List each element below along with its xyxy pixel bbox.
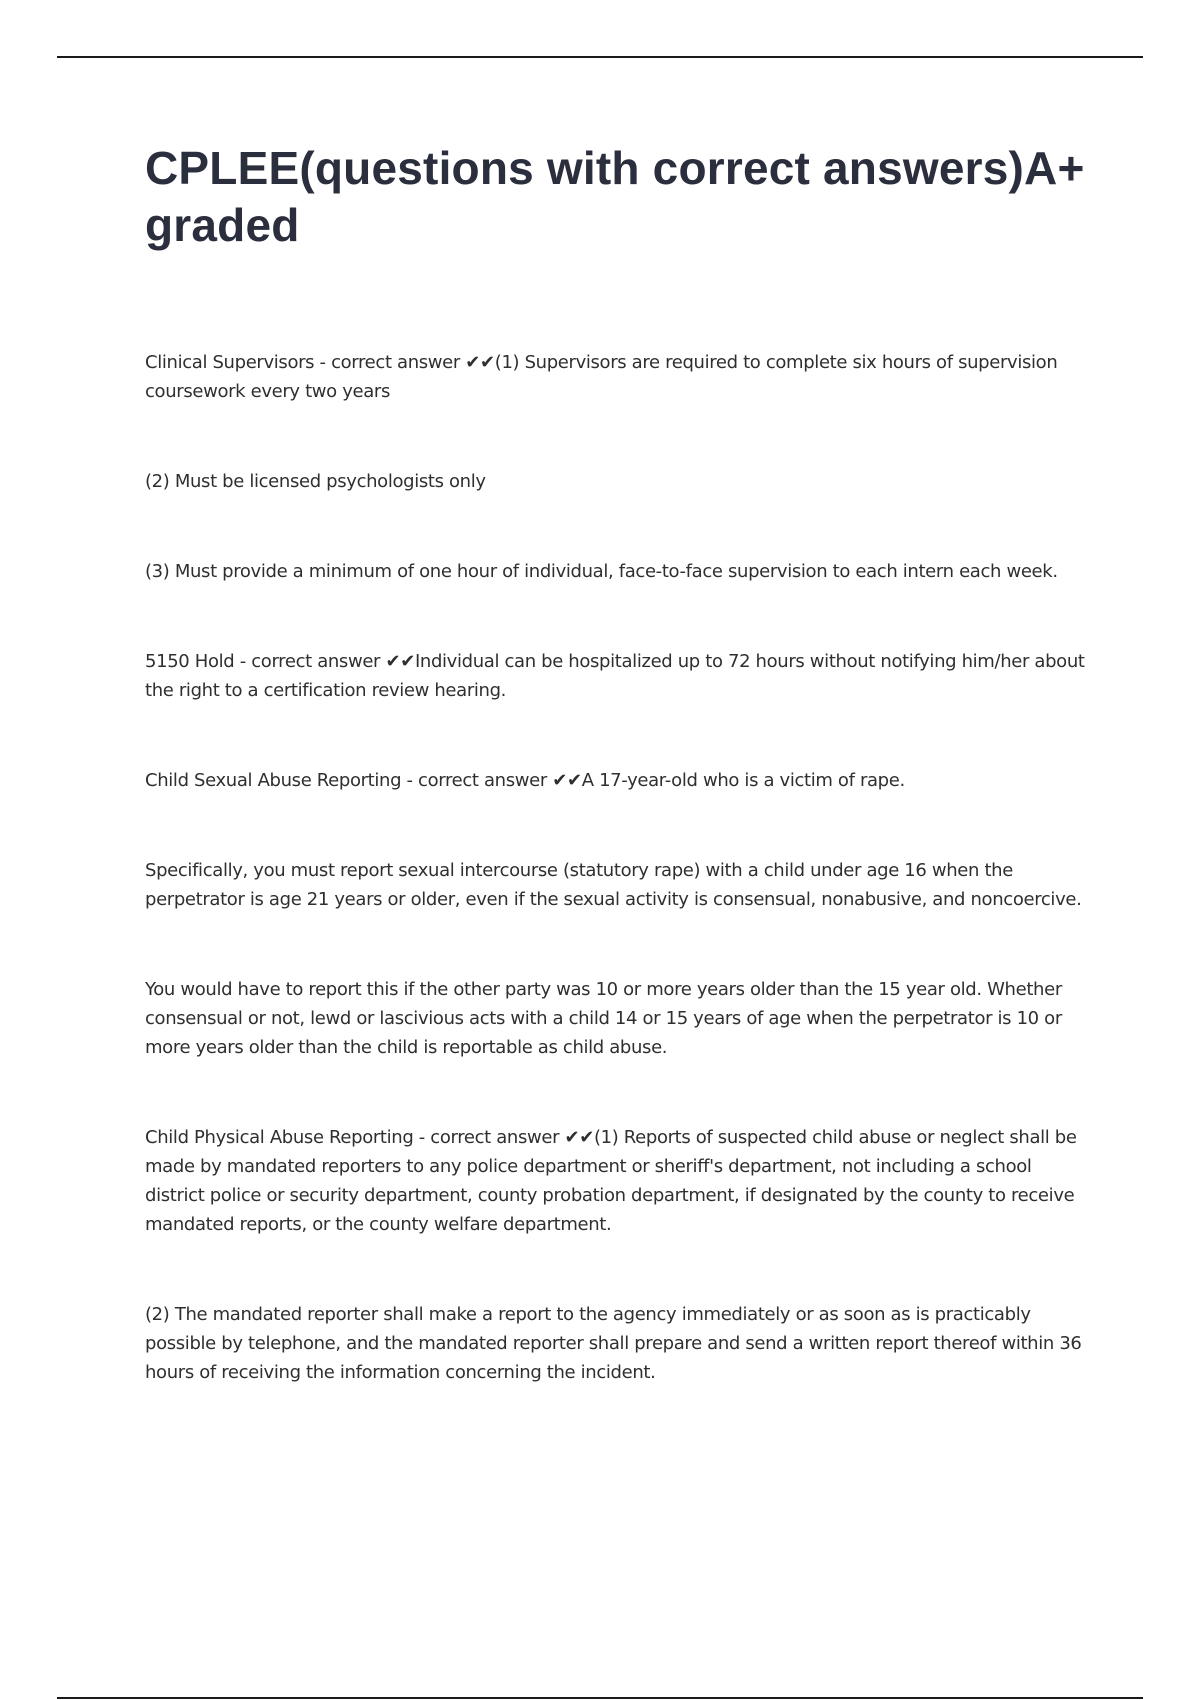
document-body: [145, 348, 1095, 1387]
paragraph-age-difference: You would have to report this if the other party was 10 or more years older than the 15 year old. Whether consensual or not, lewd or lascivious acts with a child 14 or 15 years of age when the perpetrator is 10 or more years older than the child is reportable as child abuse.: [145, 979, 1062, 1058]
paragraph-statutory-rape: Specifically, you must report sexual intercourse (statutory rape) with a child under age 16 when the perpetrator is age 21 years or older, even if the sexual activity is consensual, nonabusive, and noncoercive.: [145, 860, 1082, 910]
paragraph-child-sexual-abuse: Child Sexual Abuse Reporting - correct answer ✔✔A 17-year-old who is a victim of rape.: [145, 770, 905, 791]
paragraph-clinical-supervisors: Clinical Supervisors - correct answer ✔✔(1) Supervisors are required to complete six hours of supervision coursework every two years: [145, 352, 1058, 402]
paragraph-5150-hold: 5150 Hold - correct answer ✔✔Individual can be hospitalized up to 72 hours without notifying him/her about the right to a certification review hearing.: [145, 651, 1085, 701]
page-content: [145, 140, 1095, 1448]
paragraph-mandated-reporter: (2) The mandated reporter shall make a report to the agency immediately or as soon as is practicably possible by telephone, and the mandated reporter shall prepare and send a written report thereof within 36 hours of receiving the information concerning the incident.: [145, 1304, 1082, 1383]
document-title: CPLEE(questions with correct answers)A+ graded: [145, 142, 1085, 251]
paragraph-weekly-supervision: (3) Must provide a minimum of one hour of individual, face-to-face supervision to each intern each week.: [145, 561, 1058, 582]
paragraph-child-physical-abuse: Child Physical Abuse Reporting - correct answer ✔✔(1) Reports of suspected child abuse or neglect shall be made by mandated reporters to any police department or sheriff's department, not including a school district police or security department, county probation department, if designated by the county to receive mandated reports, or the county welfare department.: [145, 1127, 1077, 1235]
top-divider: [57, 56, 1143, 58]
bottom-divider: [57, 1697, 1143, 1699]
paragraph-licensed-psychologists: (2) Must be licensed psychologists only: [145, 471, 486, 492]
